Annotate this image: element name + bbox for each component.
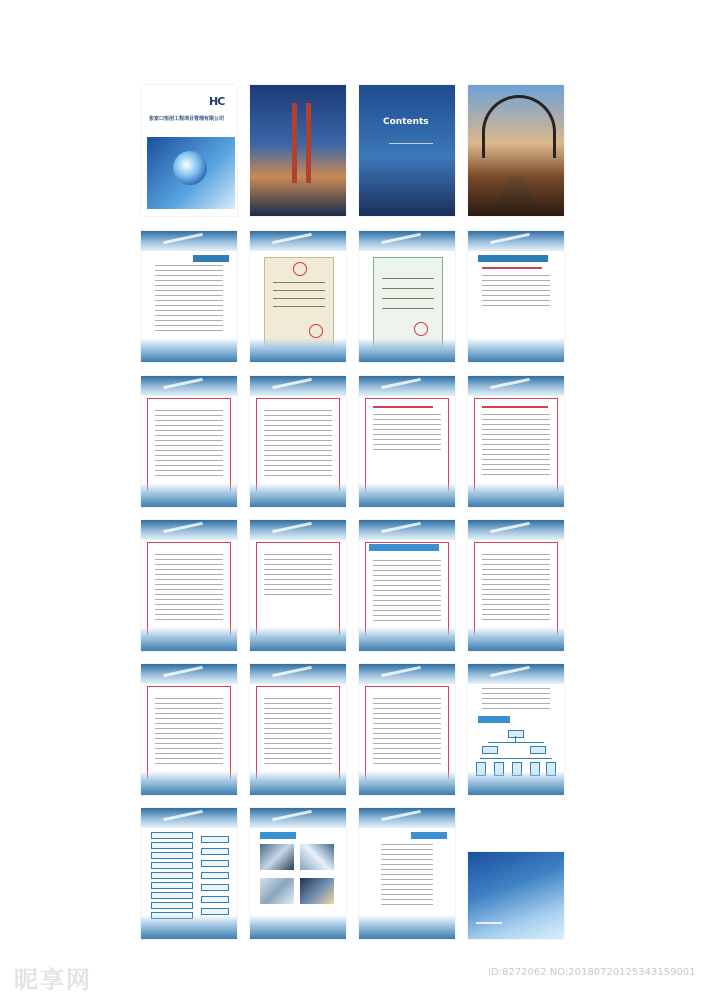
org-top-node (508, 730, 524, 738)
seal-icon (309, 324, 323, 338)
text-block (373, 698, 441, 765)
service-list-page (359, 808, 455, 939)
text-page (250, 376, 346, 507)
company-logo: HC (209, 95, 225, 108)
cover-page (141, 85, 237, 216)
org-chart-page (468, 664, 564, 795)
page-footer-band (359, 338, 455, 362)
text-block (482, 688, 550, 711)
text-page (468, 376, 564, 507)
photo-construction (300, 878, 334, 904)
section-title-bar (478, 255, 548, 262)
bridge-tower-right (306, 103, 311, 183)
section-title-bar (260, 832, 296, 839)
intro-page (141, 231, 237, 362)
text-block (155, 410, 223, 477)
bridge-tower-left (292, 103, 297, 183)
text-block (373, 414, 441, 453)
org-node (530, 746, 546, 754)
org-title-bar (478, 716, 510, 723)
text-block (264, 410, 332, 477)
text-block (482, 275, 550, 308)
text-page (468, 520, 564, 651)
page-footer-band (141, 338, 237, 362)
text-block (264, 554, 332, 597)
text-page (359, 520, 455, 651)
section-title-bar (193, 255, 229, 262)
image-id-label: ID:8272062 NO:20180720125343159001 (488, 967, 696, 978)
business-license-image (264, 257, 334, 347)
text-page (141, 376, 237, 507)
org-node (482, 746, 498, 754)
page-header-band (141, 231, 237, 251)
certificate-image (373, 257, 443, 347)
text-block (155, 698, 223, 765)
license-page (250, 231, 346, 362)
text-block (482, 414, 550, 477)
text-block (155, 265, 223, 332)
photo-industrial (260, 844, 294, 870)
text-page (250, 664, 346, 795)
company-title: 张家口恒创工程项目管理有限公司 (149, 116, 225, 122)
section-title-bar (411, 832, 447, 839)
page-header-band (468, 231, 564, 251)
photo-meeting (260, 878, 294, 904)
text-block (155, 554, 223, 621)
emblem-icon (293, 262, 307, 276)
contents-page (359, 85, 455, 216)
contents-rule (389, 143, 433, 144)
back-cover-page (468, 852, 564, 939)
photo-collage-page (250, 808, 346, 939)
text-page (141, 664, 237, 795)
globe-image (147, 137, 235, 209)
seal-icon (414, 322, 428, 336)
bridge-sunset-page (468, 85, 564, 216)
text-page (359, 664, 455, 795)
certificate-page (359, 231, 455, 362)
page-footer-band (250, 338, 346, 362)
text-block (381, 844, 433, 909)
globe-icon (173, 151, 207, 185)
department-list-page (141, 808, 237, 939)
text-page (141, 520, 237, 651)
page-header-band (250, 231, 346, 251)
letter-page (468, 231, 564, 362)
page-header-band (359, 231, 455, 251)
section-title-bar (369, 544, 439, 551)
bridge-truss (482, 95, 556, 158)
text-block (373, 560, 441, 621)
text-page (359, 376, 455, 507)
text-block (264, 698, 332, 765)
page-footer-band (468, 338, 564, 362)
bridge-road (488, 176, 544, 216)
photo-structure (300, 844, 334, 870)
contents-heading: Contents (383, 117, 429, 127)
site-watermark: 昵享网 (14, 966, 92, 994)
text-block (482, 554, 550, 621)
text-page (250, 520, 346, 651)
bridge-night-page (250, 85, 346, 216)
